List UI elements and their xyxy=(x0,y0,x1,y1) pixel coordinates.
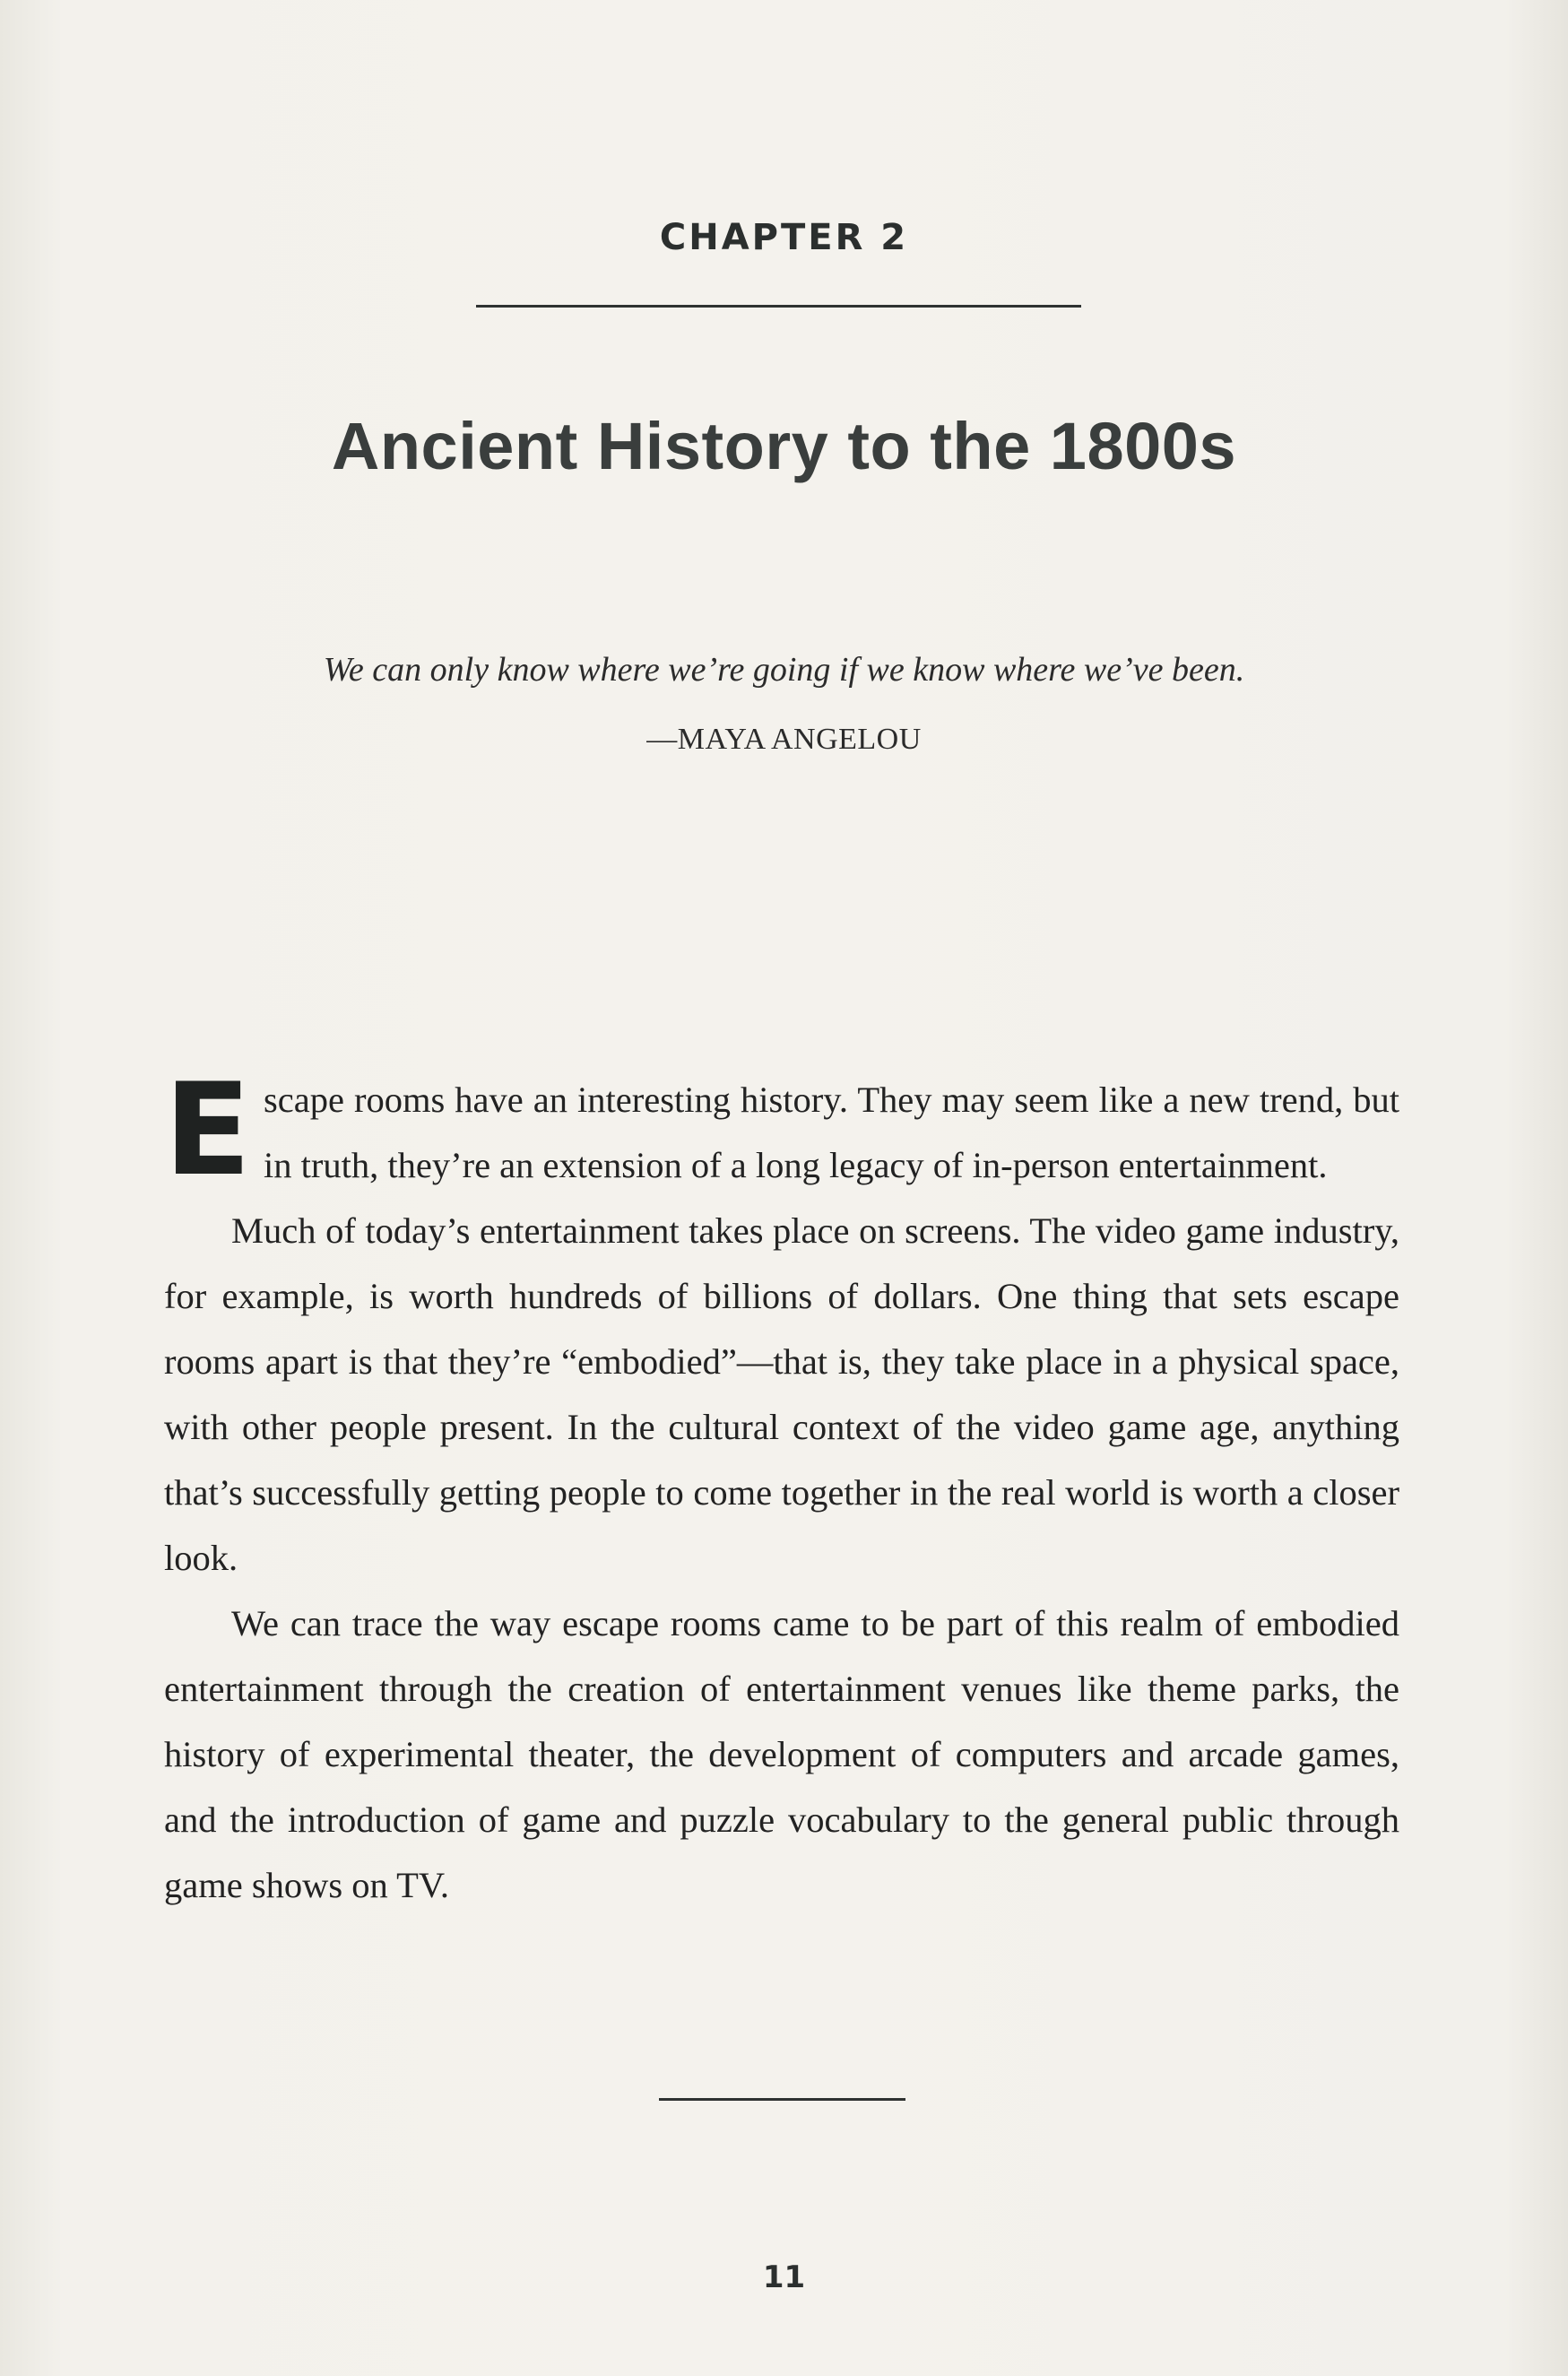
drop-cap: E xyxy=(164,1056,252,1204)
paragraph-2: Much of today’s entertainment takes place on screens. The video game industry, for example, is worth hundreds of billions of dollars. One thing that sets escape rooms apart is that they’re “embodied”—that is, they take place in a physical space, with other people present. In the cultural context of the video game age, anything that’s successfully getting people to come together in the real world is worth a closer look. xyxy=(164,1210,1399,1578)
epigraph-attribution: —MAYA ANGELOU xyxy=(646,723,922,756)
chapter-label: CHAPTER 2 xyxy=(659,217,909,258)
page-number: 11 xyxy=(762,2259,806,2295)
chapter-title: Ancient History to the 1800s xyxy=(331,409,1237,483)
epigraph-quote: We can only know where we’re going if we know where we’ve been. xyxy=(323,651,1245,689)
section-end-divider xyxy=(659,2098,905,2101)
paragraph-1 xyxy=(164,1056,1399,1204)
paragraph-1-text: scape rooms have an interesting history. They may seem like a new trend, but in truth, they’re an extension of a long legacy of in-person entertainment. xyxy=(264,1080,1399,1185)
paragraph-3: We can trace the way escape rooms came to be part of this realm of embodied entertainment through the creation of entertainment venues like theme parks, the history of experimental theater, the development of computers and arcade games, and the introduction of game and puzzle vocabulary to the general public through game shows on TV. xyxy=(164,1603,1399,1905)
body-text xyxy=(164,1056,1399,1918)
chapter-divider xyxy=(476,305,1081,308)
